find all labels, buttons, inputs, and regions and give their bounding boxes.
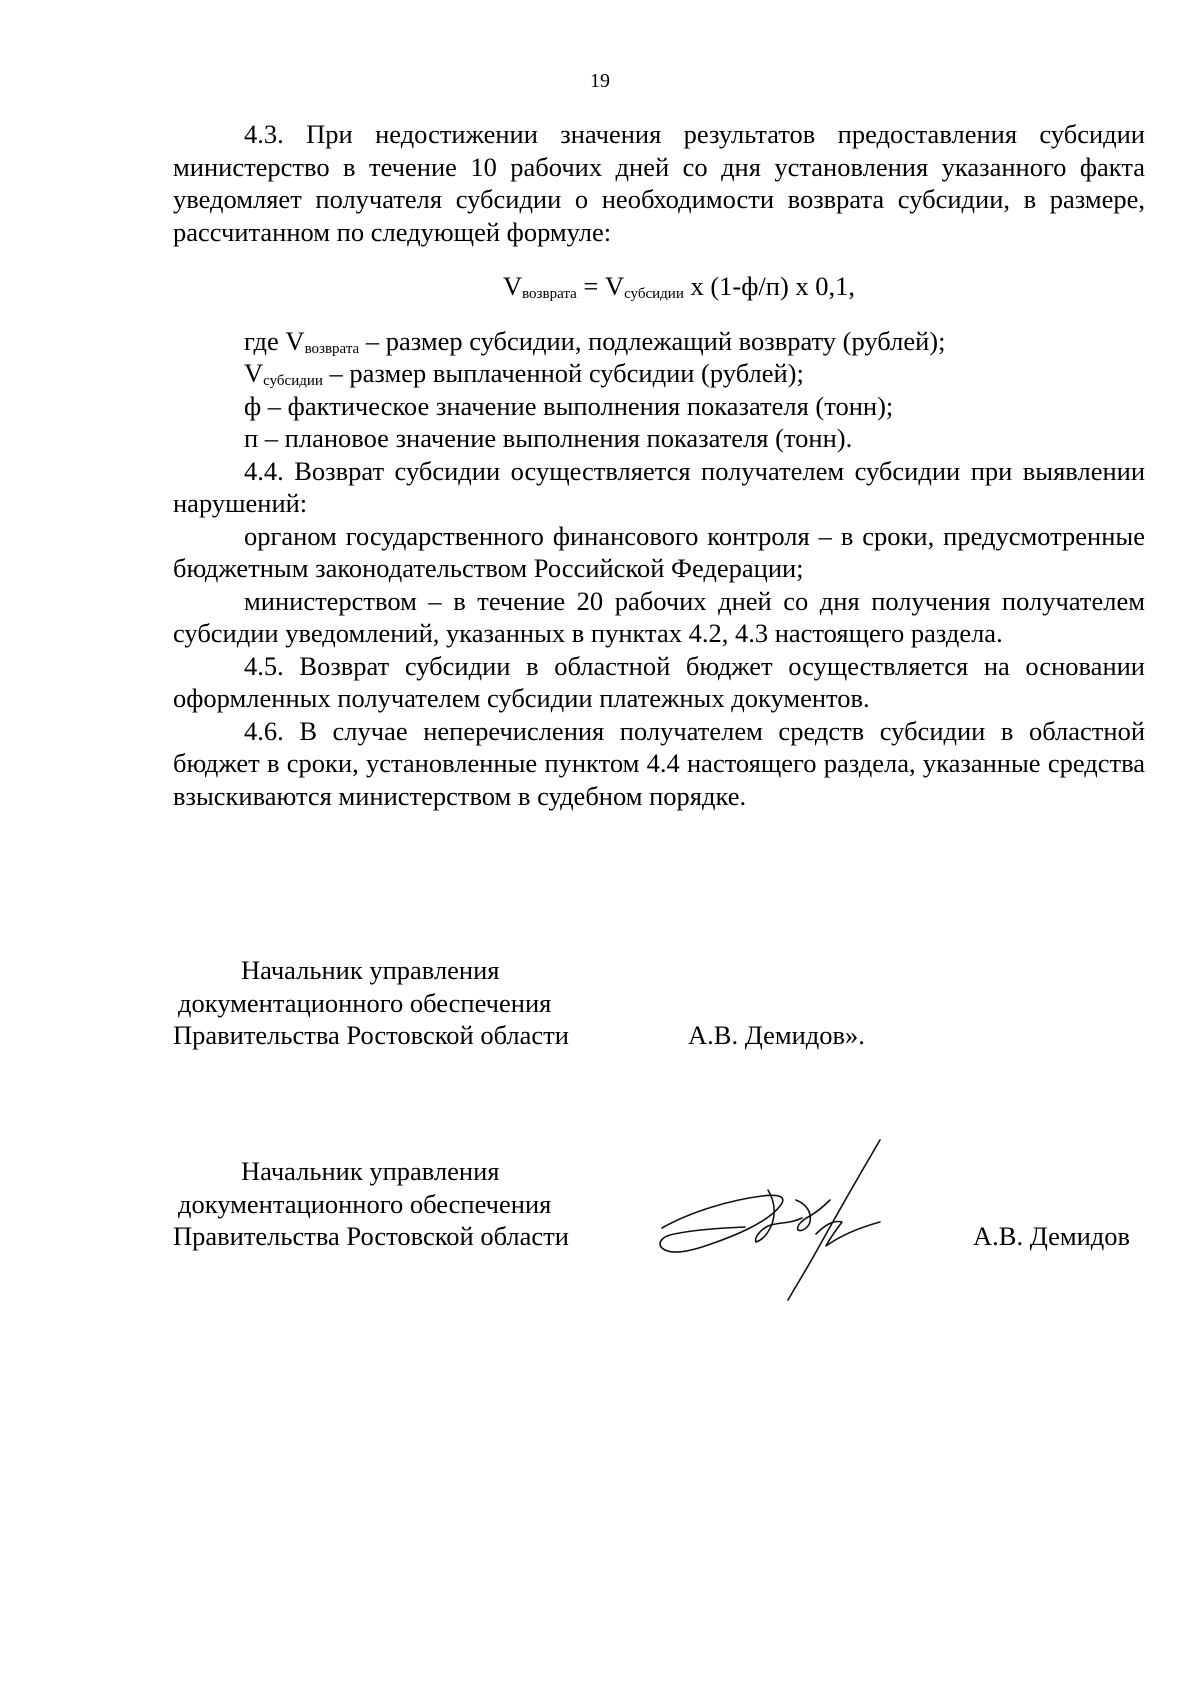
formula-sub-subsidy: субсидии: [624, 286, 684, 302]
definition-v-subsidy-sub: субсидии: [263, 373, 323, 389]
formula-equals: =: [576, 271, 605, 301]
formula-rest: x (1-ф/п) x 0,1,: [683, 271, 856, 301]
paragraph-4-5: 4.5. Возврат субсидии в областной бюджет осуществляется на основании оформленных получателем субсидии платежных документов.: [173, 650, 1145, 713]
signatory-name-1: А.В. Демидов».: [688, 1020, 865, 1050]
formula-sub-return: возврата: [522, 286, 577, 302]
definition-v-return-text: – размер субсидии, подлежащий возврату (рублей);: [359, 325, 946, 356]
formula-v-return: V: [502, 271, 523, 301]
signatory-title-2: [173, 1155, 613, 1253]
paragraph-4-4: 4.4. Возврат субсидии осуществляется получателем субсидии при выявлении нарушений:: [173, 455, 1145, 518]
definition-v-subsidy-text: – размер выплаченной субсидии (рублей);: [322, 358, 804, 388]
page-number: 19: [590, 70, 610, 92]
signatory-title-1-line-1: Начальник управления: [241, 955, 500, 985]
signatory-title-2-line-3: Правительства Ростовской области: [173, 1221, 569, 1251]
signatory-title-2-line-2: документационного обеспечения: [178, 1188, 552, 1219]
paragraph-4-4-item-2: министерством – в течение 20 рабочих дней со дня получения получателем субсидии уведомлений, указанных в пунктах 4.2, 4.3 настоящего раздела.: [173, 585, 1145, 648]
signatory-title-1-line-2: документационного обеспечения: [178, 987, 552, 1018]
signatory-name-2: А.В. Демидов: [973, 1221, 1131, 1251]
definition-v-return-prefix: где V: [244, 325, 305, 356]
formula: [173, 270, 1145, 303]
paragraph-4-6: 4.6. В случае неперечисления получателем средств субсидии в областной бюджет в сроки, установленные пунктом 4.4 настоящего раздела, указанные средства взыскиваются министерством в судебном порядке.: [173, 715, 1145, 811]
paragraph-4-4-item-1: органом государственного финансового контроля – в сроки, предусмотренные бюджетным законодательством Российской Федерации;: [173, 520, 1145, 583]
signatory-title-2-line-1: Начальник управления: [241, 1156, 500, 1186]
definition-v-return: [173, 325, 1145, 358]
signatory-title-1: [173, 954, 613, 1052]
document-body: [173, 118, 1145, 812]
definition-v-subsidy: [173, 357, 1145, 390]
signatory-title-1-line-3: Правительства Ростовской области: [173, 1020, 569, 1050]
paragraph-4-3: 4.3. При недостижении значения результатов предоставления субсидии министерство в течение 10 рабочих дней со дня установления указанного факта уведомляет получателя субсидии о необходимости возврата субсидии, в размере, рассчитанном по следующей формуле:: [173, 119, 1145, 247]
formula-v-subsidy: V: [604, 271, 625, 301]
definition-v-return-sub: возврата: [304, 340, 360, 357]
handwritten-signature: [650, 1130, 950, 1310]
definition-p: п – плановое значение выполнения показателя (тонн).: [244, 423, 853, 453]
definition-f: ф – фактическое значение выполнения показателя (тонн);: [244, 390, 894, 421]
definition-v-subsidy-prefix: V: [244, 358, 264, 388]
